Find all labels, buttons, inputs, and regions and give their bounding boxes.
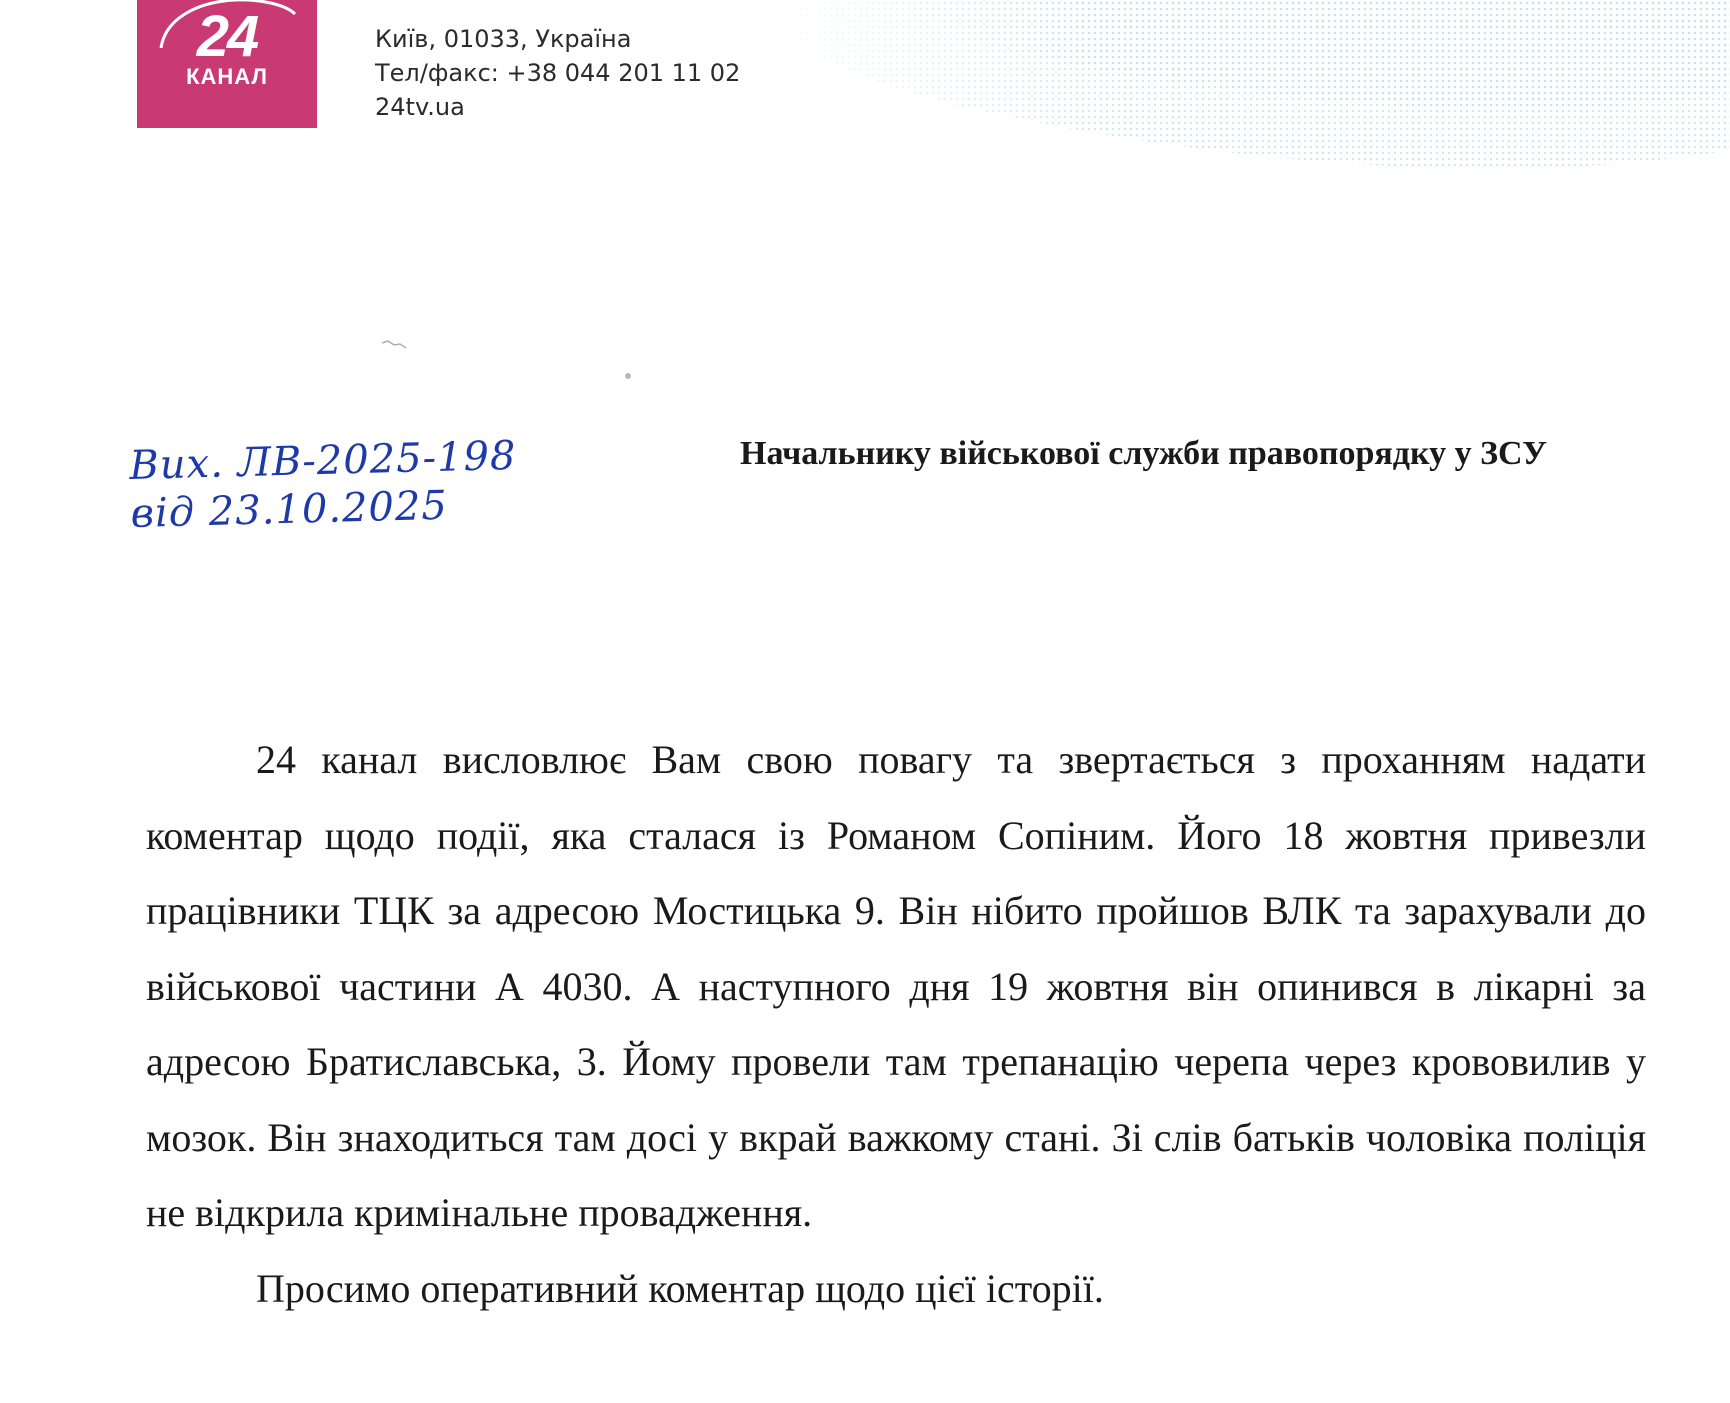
logo-word: КАНАЛ [186,64,268,89]
letterhead-contacts [375,0,740,124]
scan-speck [380,335,410,355]
contact-street-partial [375,0,740,22]
scan-speck [620,368,640,384]
logo-number: 24 [196,4,258,69]
contact-website: 24tv.ua [375,93,465,121]
channel-logo [137,0,317,128]
body-paragraph: 24 канал висловлює Вам свою повагу та звертається з проханням надати коментар щодо події, яка сталася із Романом Сопіним. Його 18 жовтня привезли працівники ТЦК за адресою Мостицька 9. Він нібито пройшов ВЛК та зарахували до військової частини А 4030. А наступного дня 19 жовтня він опинився в лікарні за адресою Братиславська, 3. Йому провели там трепанацію черепа через крововилив у мозок. Він знаходиться там досі у вкрай важкому стані. Зі слів батьків чоловіка поліція не відкрила кримінальне провадження. [146,737,1646,1235]
body-paragraph: Просимо оперативний коментар щодо цієї історії. [256,1265,1104,1311]
registration-date: від 23.10.2025 [130,482,449,538]
contact-city: Київ, 01033, Україна [375,25,632,53]
letter-body [146,722,1646,1326]
handwritten-registration-note [129,430,591,538]
registration-number: Вих. ЛВ-2025-198 [128,432,518,490]
recipient-heading: Начальнику військової служби правопорядку у ЗСУ [740,435,1548,472]
contact-phone: Тел/факс: +38 044 201 11 02 [375,59,741,87]
